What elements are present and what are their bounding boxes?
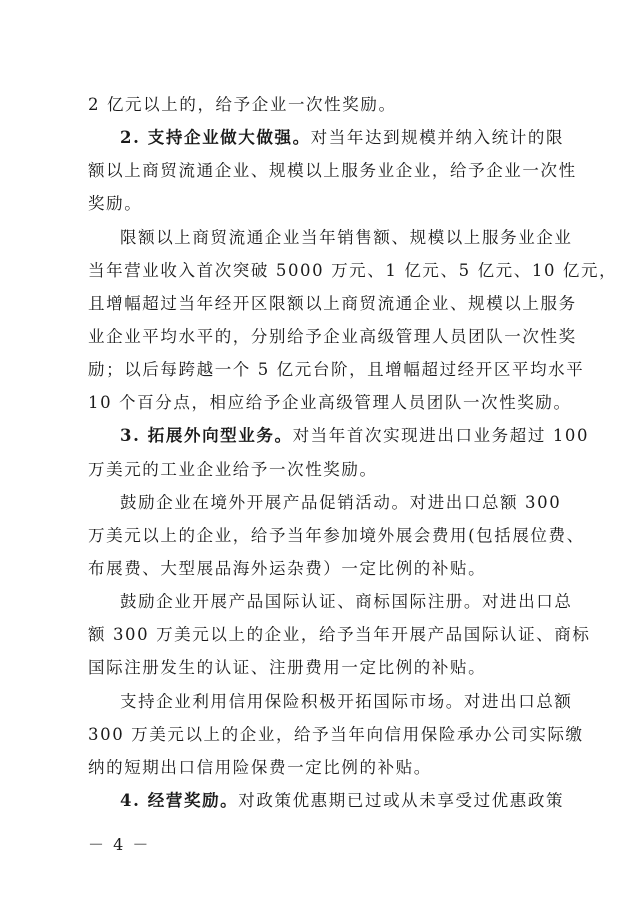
text-line: 限额以上商贸流通企业当年销售额、规模以上服务业企业 (120, 228, 573, 247)
text-line: 当年营业收入首次突破 5000 万元、1 亿元、5 亿元、10 亿元， (88, 261, 618, 280)
text-line: 国际注册发生的认证、注册费用一定比例的补贴。 (88, 658, 487, 677)
section-heading-line: 4. 经营奖励。对政策优惠期已过或从未享受过优惠政策 (120, 791, 565, 810)
text-line: 业企业平均水平的，分别给予企业高级管理人员团队一次性奖 (88, 327, 577, 346)
text-line: 万美元以上的企业，给予当年参加境外展会费用(包括展位费、 (88, 526, 585, 545)
text-line: 鼓励企业开展产品国际认证、商标国际注册。对进出口总 (120, 592, 573, 611)
text-line: 支持企业利用信用保险积极开拓国际市场。对进出口总额 (120, 692, 573, 711)
section-heading: 2. 支持企业做大做强。 (120, 128, 311, 147)
text-line: 布展费、大型展品海外运杂费）一定比例的补贴。 (88, 559, 487, 578)
section-heading: 3. 拓展外向型业务。 (120, 426, 293, 445)
text-line: 纳的短期出口信用险保费一定比例的补贴。 (88, 758, 432, 777)
section-heading-line: 2. 支持企业做大做强。对当年达到规模并纳入统计的限 (120, 128, 565, 147)
text-line: 鼓励企业在境外开展产品促销活动。对进出口总额 300 (120, 493, 562, 512)
text-line: 额 300 万美元以上的企业，给予当年开展产品国际认证、商标 (88, 625, 591, 644)
text-line: 且增幅超过当年经开区限额以上商贸流通企业、规模以上服务 (88, 294, 577, 313)
section-heading-line: 3. 拓展外向型业务。对当年首次实现进出口业务超过 100 (120, 426, 590, 445)
text-line: 万美元的工业企业给予一次性奖励。 (88, 460, 378, 479)
text-line: 励；以后每跨越一个 5 亿元台阶，且增幅超过经开区平均水平 (88, 360, 585, 379)
text-line: 10 个百分点，相应给予企业高级管理人员团队一次性奖励。 (88, 393, 572, 412)
text-line: 2 亿元以上的，给予企业一次性奖励。 (88, 95, 397, 114)
text-line: 300 万美元以上的企业，给予当年向信用保险承办公司实际缴 (88, 725, 584, 744)
page-number: － 4 － (88, 835, 151, 854)
text-line: 额以上商贸流通企业、规模以上服务业企业，给予企业一次性 (88, 161, 577, 180)
section-heading: 4. 经营奖励。 (120, 791, 239, 810)
text-line: 奖励。 (88, 194, 143, 213)
